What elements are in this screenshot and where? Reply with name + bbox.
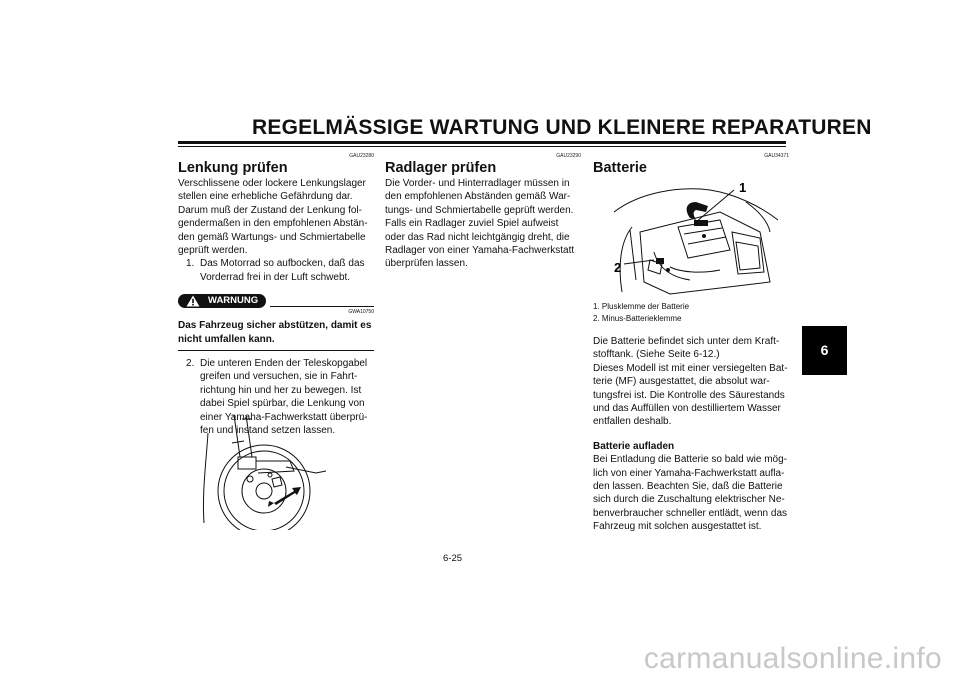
text-line: den lassen. Beachten Sie, daß die Batterie (593, 481, 783, 493)
battery-text (593, 301, 789, 534)
text-line: Verschlissene oder lockere Lenkungslager (178, 178, 366, 189)
text-line: nicht umfallen kann. (178, 333, 275, 345)
text-line: Fahrzeug mit solchen ausgestattet ist. (593, 521, 762, 533)
text-line: Vorderrad frei in der Luft schwebt. (200, 271, 351, 283)
text-line: Die unteren Enden der Teleskopgabel (200, 358, 368, 370)
chapter-tab[interactable]: 6 (802, 326, 847, 375)
section-code: GAU34371 (764, 153, 789, 159)
title-rule (178, 141, 786, 144)
text-line: Dieses Modell ist mit einer versiegelten Bat- (593, 362, 788, 374)
text-line: entfallen deshalb. (593, 416, 672, 428)
text-line: und das Auffüllen von destilliertem Wasser (593, 403, 781, 415)
warning-rule-bottom (178, 350, 374, 351)
warning-header (178, 294, 374, 316)
section-heading: Batterie (593, 160, 647, 176)
intro-text (178, 177, 374, 257)
section-code: GAU23280 (349, 153, 374, 159)
text-line: geprüft werden. (178, 245, 248, 257)
text-line: einer Yamaha-Fachwerkstatt überprü- (200, 411, 368, 423)
warning-badge (178, 294, 266, 308)
battery-illustration (610, 172, 780, 297)
page-title: REGELMÄSSIGE WARTUNG UND KLEINERE REPARATUREN (252, 116, 872, 139)
title-rule-thin (178, 146, 786, 147)
step-number: 1. (186, 258, 195, 270)
section-steering (178, 152, 374, 438)
step-1 (178, 257, 374, 284)
text-line: Falls ein Radlager zuviel Spiel aufweist (385, 218, 559, 230)
text-line: Das Motorrad so aufbocken, daß das (200, 258, 365, 270)
text-line: stellen eine erhebliche Gefährdung dar. (178, 191, 353, 203)
text-line: terie (MF) ausgestattet, die absolut war- (593, 376, 770, 388)
text-line: Bei Entladung die Batterie so bald wie mög- (593, 454, 788, 466)
callout-2: 2 (614, 260, 622, 275)
section-heading: Radlager prüfen (385, 160, 497, 176)
figure-caption: 1. Plusklemme der Batterie (593, 302, 690, 311)
front-wheel-illustration (198, 413, 338, 530)
text-line: den empfohlenen Abständen gemäß War- (385, 191, 571, 203)
page-number: 6-25 (443, 553, 463, 564)
text-line: richtung hin und her zu bewegen. Ist (200, 384, 362, 396)
text-line: gendermaßen in den empfohlenen Abstän- (178, 218, 368, 230)
callout-1: 1 (739, 180, 747, 195)
warning-rule (270, 306, 374, 307)
text-line: Darum muß der Zustand der Lenkung fol- (178, 204, 362, 216)
text-line: benverbraucher schneller entlädt, wenn das (593, 507, 788, 519)
text-line: dabei Spiel spürbar, die Lenkung von (200, 398, 365, 410)
subheading: Batterie aufladen (593, 440, 675, 452)
step-number: 2. (186, 358, 195, 370)
warning-text (178, 319, 374, 346)
text-line: Radlager von einer Yamaha-Fachwerkstatt (385, 245, 575, 257)
text-line: tungsfrei ist. Die Kontrolle des Säurestands (593, 389, 785, 401)
section-wheel-bearings (385, 152, 581, 271)
text-line: sich durch die Zuschaltung elektrischer Ne- (593, 494, 785, 506)
text-line: den gemäß Wartungs- und Schmiertabelle (178, 231, 366, 243)
section-heading: Lenkung prüfen (178, 160, 288, 176)
text-line: Das Fahrzeug sicher abstützen, damit es (178, 320, 372, 332)
text-line: greifen und versuchen, sie in Fahrt- (200, 371, 358, 383)
text-line: tungs- und Schmiertabelle geprüft werden. (385, 204, 574, 216)
text-line: Die Batterie befindet sich unter dem Kraft- (593, 336, 780, 347)
text-line: stofftank. (Siehe Seite 6-12.) (593, 349, 720, 361)
section-code: GAU23290 (556, 153, 581, 159)
watermark: carmanualsonline.info (643, 642, 942, 675)
text-line: überprüfen lassen. (385, 258, 468, 270)
text-line: oder das Rad nicht leichtgängig dreht, die (385, 231, 570, 243)
text-line: lich von einer Yamaha-Fachwerkstatt aufla- (593, 467, 785, 479)
section-text (385, 177, 581, 271)
warning-label: WARNUNG (208, 295, 259, 307)
figure-caption: 2. Minus-Batterieklemme (593, 314, 682, 323)
warning-code: GWA10750 (348, 309, 374, 316)
warning-icon (186, 295, 200, 307)
text-line: fen und instand setzen lassen. (200, 425, 336, 437)
text-line: Die Vorder- und Hinterradlager müssen in (385, 178, 570, 189)
